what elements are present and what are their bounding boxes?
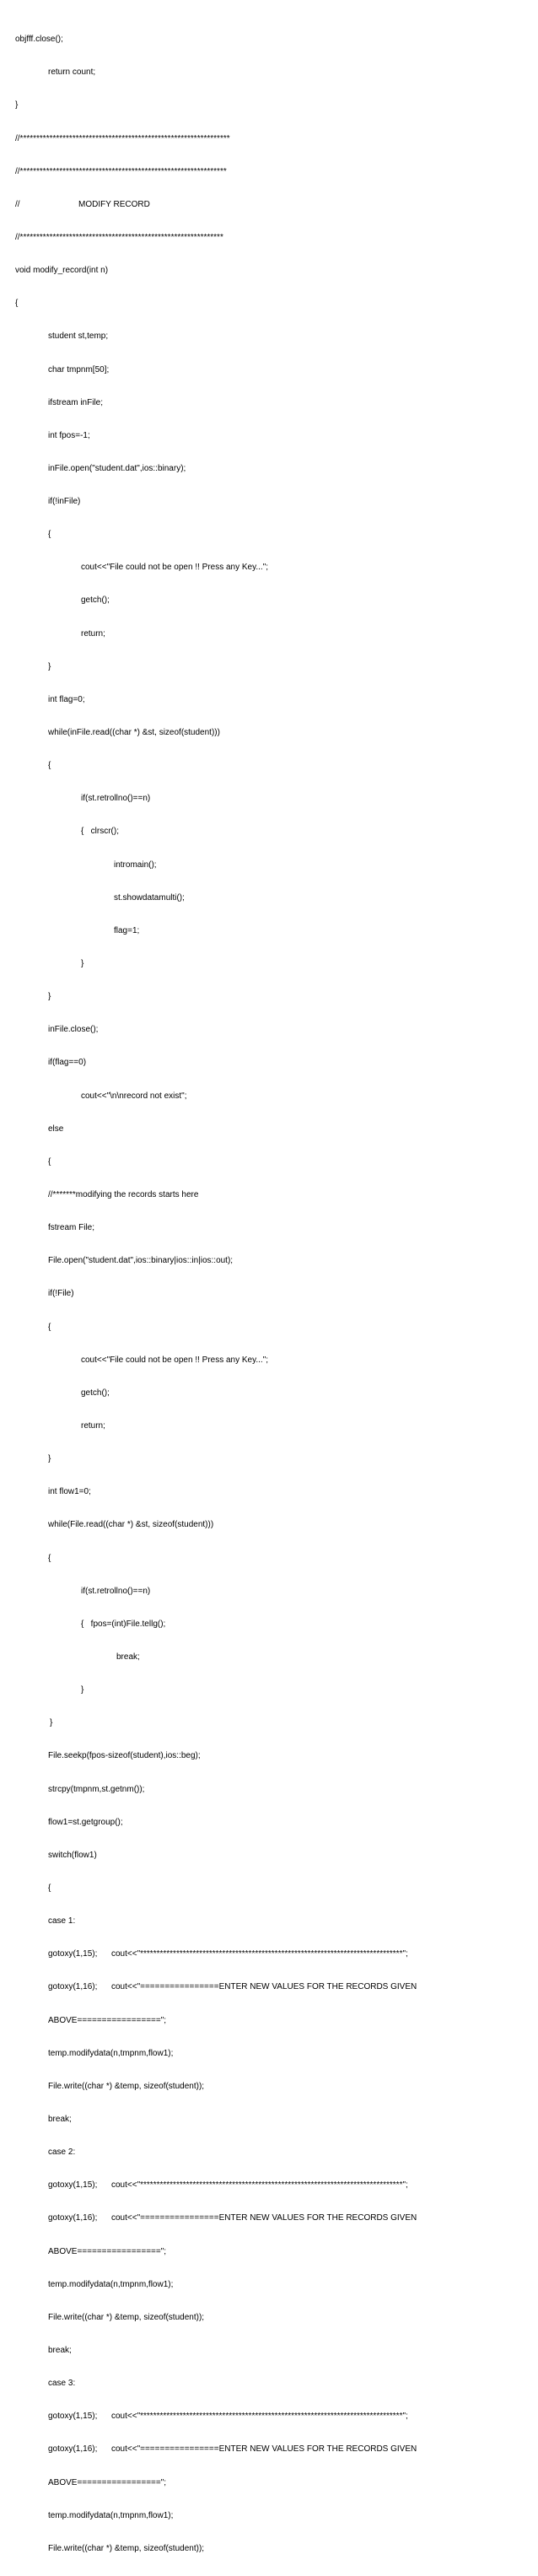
- code-fragment: cout<<"********************************************************************************";: [111, 1949, 408, 1959]
- code-line: return count;: [48, 67, 96, 78]
- code-line: getch();: [81, 1388, 110, 1398]
- code-line: ifstream inFile;: [48, 397, 104, 407]
- code-line: }: [48, 661, 51, 671]
- code-fragment: cout<<"********************************************************************************";: [111, 2180, 408, 2191]
- code-fragment: cout<<"================ENTER NEW VALUES FOR THE RECORDS GIVEN: [111, 1982, 417, 1992]
- code-line: if(!inFile): [48, 497, 81, 507]
- code-line: }: [48, 1454, 51, 1464]
- code-fragment: gotoxy(1,16);: [48, 2444, 98, 2455]
- code-fragment: gotoxy(1,16);: [48, 1982, 98, 1992]
- code-line: {: [48, 1883, 51, 1893]
- code-line: cout<<"File could not be open !! Press any Key...";: [81, 1355, 269, 1365]
- code-line: temp.modifydata(n,tmpnm,flow1);: [48, 2510, 174, 2520]
- code-line: //***************************************************************: [15, 166, 227, 176]
- code-line: [15, 2411, 408, 2422]
- code-line: //****************************************************************: [15, 133, 230, 143]
- code-line: fstream File;: [48, 1223, 95, 1233]
- code-line: temp.modifydata(n,tmpnm,flow1);: [48, 2279, 174, 2289]
- code-line: {: [48, 1322, 51, 1332]
- code-line: break;: [48, 2114, 72, 2124]
- code-line: strcpy(tmpnm,st.getnm());: [48, 1784, 145, 1794]
- code-line: return;: [81, 1421, 105, 1431]
- code-line: File.write((char *) &temp, sizeof(student));: [48, 2543, 205, 2553]
- code-fragment: cout<<"================ENTER NEW VALUES FOR THE RECORDS GIVEN: [111, 2213, 417, 2223]
- code-line: case 2:: [48, 2148, 76, 2158]
- code-line: st.showdatamulti();: [114, 892, 185, 903]
- code-line: {: [48, 1156, 51, 1167]
- code-line: }: [50, 1718, 53, 1728]
- code-line: return;: [81, 628, 105, 639]
- code-line: File.write((char *) &temp, sizeof(student));: [48, 2312, 205, 2322]
- code-line: }: [48, 992, 51, 1002]
- code-line: {: [48, 1553, 51, 1563]
- code-line: if(st.retrollno()==n): [81, 794, 151, 804]
- code-line: intromain();: [114, 860, 157, 870]
- code-line: student st,temp;: [48, 331, 109, 342]
- code-line: int flow1=0;: [48, 1487, 91, 1497]
- code-fragment: cout<<"================ENTER NEW VALUES FOR THE RECORDS GIVEN: [111, 2444, 417, 2455]
- code-line: cout<<"\n\nrecord not exist";: [81, 1091, 187, 1101]
- code-line: {: [15, 299, 19, 309]
- code-line: {: [48, 530, 51, 540]
- code-line: break;: [116, 1652, 140, 1662]
- code-line: else: [48, 1124, 64, 1134]
- code-line: ABOVE=================";: [48, 2477, 167, 2487]
- code-line: { clrscr();: [81, 827, 119, 837]
- code-line: { fpos=(int)File.tellg();: [81, 1619, 166, 1629]
- code-line: char tmpnm[50];: [48, 364, 110, 375]
- code-fragment: gotoxy(1,15);: [48, 1949, 98, 1959]
- code-line: flag=1;: [114, 925, 140, 935]
- code-line: temp.modifydata(n,tmpnm,flow1);: [48, 2048, 174, 2058]
- code-line: getch();: [81, 595, 110, 606]
- code-line: ABOVE=================";: [48, 2015, 167, 2025]
- code-line: break;: [48, 2345, 72, 2355]
- code-fragment: gotoxy(1,15);: [48, 2412, 98, 2422]
- code-line: while(File.read((char *) &st, sizeof(student))): [48, 1520, 214, 1530]
- code-fragment: gotoxy(1,16);: [48, 2213, 98, 2223]
- code-line: case 3:: [48, 2379, 76, 2389]
- code-line: File.write((char *) &temp, sizeof(student));: [48, 2081, 205, 2091]
- code-line: flow1=st.getgroup();: [48, 1817, 123, 1827]
- code-line: {: [48, 761, 51, 771]
- comment-slashes: //: [15, 199, 20, 209]
- code-line: [15, 1948, 408, 1959]
- code-line: }: [81, 959, 84, 969]
- code-line: int flag=0;: [48, 694, 85, 704]
- code-line: [15, 2444, 417, 2455]
- code-line: File.open("student.dat",ios::binary|ios::in|ios::out);: [48, 1256, 234, 1266]
- code-fragment: cout<<"********************************************************************************";: [111, 2412, 408, 2422]
- code-line: while(inFile.read((char *) &st, sizeof(student))): [48, 728, 220, 738]
- code-line: //*******modifying the records starts here: [48, 1190, 199, 1200]
- code-line: void modify_record(int n): [15, 266, 109, 276]
- code-line: inFile.open("student.dat",ios::binary);: [48, 463, 186, 473]
- code-line: [15, 199, 268, 210]
- code-line: [15, 1981, 417, 1992]
- code-line: ABOVE=================";: [48, 2246, 167, 2256]
- code-line: cout<<"File could not be open !! Press any Key...";: [81, 563, 269, 573]
- code-line: int fpos=-1;: [48, 430, 90, 440]
- code-line: inFile.close();: [48, 1025, 99, 1035]
- code-line: }: [15, 100, 19, 110]
- code-line: if(!File): [48, 1289, 74, 1299]
- code-line: }: [81, 1685, 84, 1695]
- code-line: //**************************************************************: [15, 232, 223, 242]
- code-line: objfff.close();: [15, 35, 63, 45]
- code-listing: [15, 12, 417, 2576]
- code-line: if(st.retrollno()==n): [81, 1586, 151, 1596]
- code-line: File.seekp(fpos-sizeof(student),ios::beg);: [48, 1751, 201, 1761]
- code-fragment: gotoxy(1,15);: [48, 2180, 98, 2191]
- code-line: [15, 2212, 417, 2223]
- code-line: case 1:: [48, 1916, 76, 1927]
- code-line: [15, 2180, 408, 2191]
- code-line: if(flag==0): [48, 1058, 87, 1068]
- code-line: switch(flow1): [48, 1850, 97, 1860]
- section-heading: MODIFY RECORD: [78, 199, 150, 209]
